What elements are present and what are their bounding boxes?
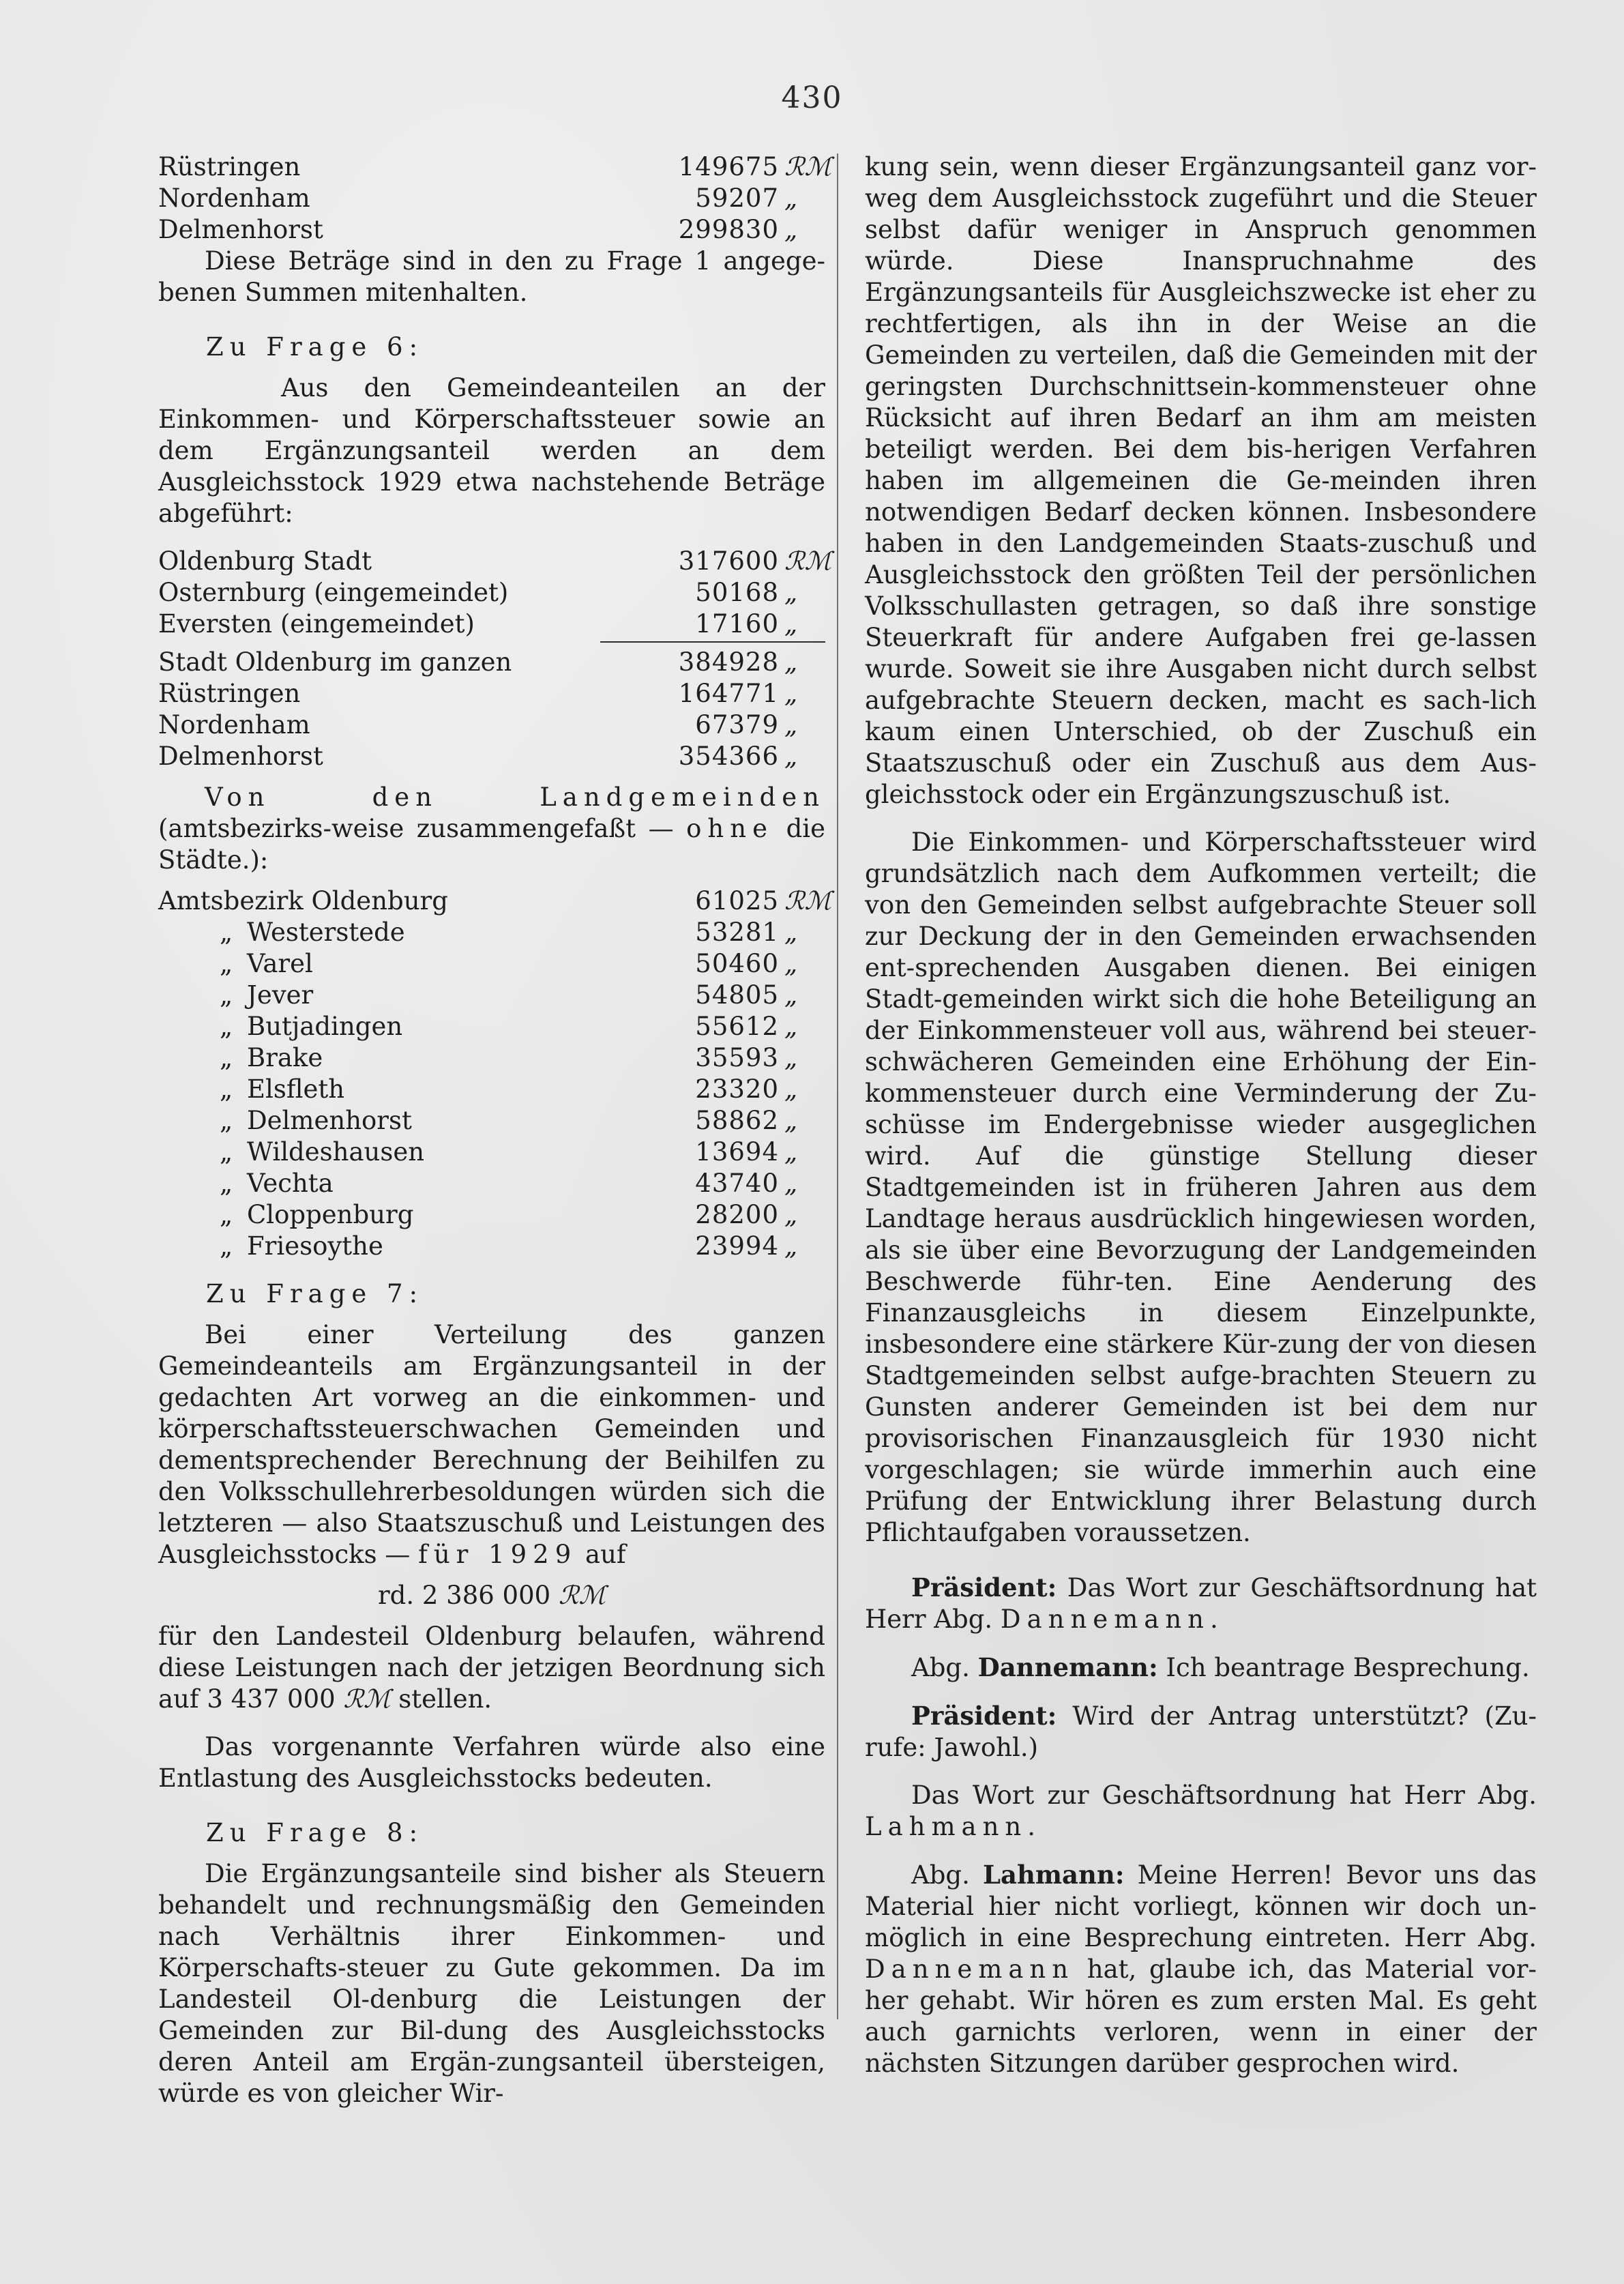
speech-tail: hat, glaube ich, das Material vor-her gehabt. Wir hören es zum ersten Mal. Es geht auch garnichts verloren, wenn in einer der nächsten Sitzungen darüber gesprochen wird. <box>865 1954 1537 2078</box>
row-label: Rüstringen <box>158 152 301 181</box>
ditto-mark: „ <box>220 1043 233 1072</box>
speech-president-1 <box>865 1572 1537 1635</box>
right-column <box>865 151 1537 2079</box>
frage8-para1: Die Ergänzungsanteile sind bisher als Steuern behandelt und rechnungsmäßig den Gemeinden nach Verhältnis ihrer Einkommen- und Körperschafts-steuer zu Gute gekommen. Da im Landesteil Ol-denburg die Leistungen der Gemeinden zur Bil-dung des Ausgleichsstocks deren Anteil am Ergän-zungsanteil übersteigen, würde es von gleicher Wir- <box>158 1859 825 2108</box>
speech-text: Meine Herren! Bevor uns das Material hier nicht vorliegt, können wir doch un-möglich in eine Besprechung eintreten. Herr Abg. <box>865 1860 1537 1952</box>
frage7-para2 <box>158 1621 825 1715</box>
row-label: Varel <box>247 949 313 978</box>
landgemeinden-spaced: Von den Landgemeinden <box>205 782 825 812</box>
row-label: Amtsbezirk Oldenburg <box>158 886 448 916</box>
row-value: 50460 <box>695 949 779 978</box>
amtsbezirke-table <box>158 885 832 1262</box>
table-row <box>158 885 832 917</box>
row-label: Nordenham <box>158 184 310 213</box>
landgemeinden-end: die Städte.): <box>158 814 825 875</box>
table-row <box>158 214 825 246</box>
row-value: 23994 <box>695 1231 779 1261</box>
row-value: 28200 <box>695 1200 779 1229</box>
table-row <box>158 647 825 678</box>
page-number: 430 <box>781 80 843 115</box>
right-para1: kung sein, wenn dieser Ergänzungsanteil ganz vor-weg dem Ausgleichsstock zugeführt und die Steuer selbst dafür weniger in Anspruch genommen würde. Diese Inanspruchnahme des Ergänzungsanteils für Ausgleichszwecke ist eher zu rechtfertigen, als ihn in der Weise an die Gemeinden zu verteilen, daß die Gemeinden mit der geringsten Durchschnittsein-kommensteuer ohne Rücksicht auf ihren Bedarf an ihm am meisten beteiligt werden. Bei dem bis-herigen Verfahren haben im allgemeinen die Ge-meinden ihren notwendigen Bedarf decken können. Insbesondere haben in den Landgemeinden Staats-zuschuß und Ausgleichsstock den größten Teil der persönlichen Volksschullasten getragen, so daß ihre sonstige Steuerkraft für andere Aufgaben frei ge-lassen wurde. Soweit sie ihre Ausgaben nicht durch selbst aufgebrachte Steuern decken, macht es sach-lich kaum einen Unterschied, ob der Zuschuß ein Staatszuschuß oder ein Zuschuß aus dem Aus-gleichsstock oder ein Ergänzungszuschuß ist. <box>865 152 1537 809</box>
ditto-mark: „ <box>220 1169 233 1198</box>
sum-line <box>600 641 825 643</box>
row-unit: „ <box>784 1012 798 1041</box>
row-unit: „ <box>784 1074 798 1104</box>
speech-president-2 <box>865 1700 1537 1763</box>
row-label: Cloppenburg <box>247 1200 414 1229</box>
amount-value: rd. 2 386 000 <box>377 1581 551 1610</box>
spaced-name: Dannemann <box>865 1954 1075 1984</box>
speech-text: Das Wort zur Geschäftsordnung hat Herr Abg. <box>911 1781 1537 1810</box>
table-row <box>158 577 825 609</box>
table-row <box>158 948 825 980</box>
row-unit: ℛℳ <box>784 886 832 916</box>
note-paragraph: Diese Beträge sind in den zu Frage 1 angege-benen Summen mitenhalten. <box>158 246 825 307</box>
landgemeinden-ohne: ohne <box>686 814 773 843</box>
section-heading-frage-7: Zu Frage 7: <box>206 1279 424 1308</box>
row-value: 58862 <box>695 1106 779 1135</box>
speech-text: Wird der Antrag unterstützt? (Zu-rufe: Jawohl.) <box>865 1701 1537 1762</box>
row-label: Butjadingen <box>247 1012 403 1041</box>
speech-tail: . <box>1210 1605 1218 1634</box>
row-label: Delmenhorst <box>158 215 323 244</box>
speech-lahmann <box>865 1859 1537 2079</box>
row-label: Westerstede <box>247 918 405 947</box>
amount-unit: ℛℳ <box>558 1581 606 1610</box>
row-label: Stadt Oldenburg im ganzen <box>158 647 512 677</box>
section-heading-frage-8: Zu Frage 8: <box>206 1818 424 1847</box>
row-unit: „ <box>784 980 798 1010</box>
row-label: Elsfleth <box>247 1074 345 1104</box>
table-row <box>158 609 825 640</box>
section-heading-frage-6: Zu Frage 6: <box>206 332 424 362</box>
row-value: 384928 <box>678 647 779 677</box>
row-value: 59207 <box>695 184 779 213</box>
row-label: Eversten (eingemeindet) <box>158 609 475 639</box>
spaced-name: Dannemann <box>1000 1605 1211 1634</box>
frage6-intro: Aus den Gemeindeanteilen an der Einkommen- und Körperschaftssteuer sowie an dem Ergänzungsanteil werden an dem Ausgleichsstock 1929 etwa nachstehende Beträge abgeführt: <box>158 373 825 528</box>
row-value: 23320 <box>695 1074 779 1104</box>
row-value: 54805 <box>695 980 779 1010</box>
row-unit: ℛℳ <box>784 152 832 181</box>
speaker-name: Präsident: <box>911 1572 1057 1602</box>
row-unit: „ <box>784 949 798 978</box>
table-row <box>158 1105 825 1137</box>
row-label: Oldenburg Stadt <box>158 546 372 576</box>
row-value: 299830 <box>678 215 779 244</box>
row-unit: „ <box>784 918 798 947</box>
landgemeinden-rest: (amtsbezirks-weise zusammengefaßt — <box>158 814 687 843</box>
row-value: 149675 <box>678 152 779 181</box>
row-label: Brake <box>247 1043 323 1072</box>
row-unit: „ <box>784 647 798 677</box>
row-value: 13694 <box>695 1137 779 1167</box>
row-label: Wildeshausen <box>247 1137 425 1167</box>
table-row <box>158 1199 825 1231</box>
row-unit: „ <box>784 1043 798 1072</box>
frage7-para2-end: stellen. <box>398 1684 492 1714</box>
table-row <box>158 678 825 709</box>
row-value: 317600 <box>678 546 779 576</box>
frage7-amount <box>158 1580 825 1611</box>
speech-word-lahmann <box>865 1780 1537 1843</box>
row-label: Osternburg (eingemeindet) <box>158 578 509 607</box>
row-unit: „ <box>784 1106 798 1135</box>
row-value: 354366 <box>678 742 779 771</box>
row-label: Nordenham <box>158 710 310 740</box>
table-row <box>158 1168 825 1199</box>
ditto-mark: „ <box>220 1231 233 1261</box>
left-column <box>158 151 832 2109</box>
row-unit: ℛℳ <box>784 546 832 576</box>
row-unit: „ <box>784 1137 798 1167</box>
row-label: Friesoythe <box>247 1231 383 1261</box>
ditto-mark: „ <box>220 1137 233 1167</box>
speaker-name: Präsident: <box>911 1701 1057 1731</box>
table-row <box>158 1231 825 1262</box>
spaced-name: Lahmann <box>865 1812 1028 1841</box>
frage7-para2-text: für den Landesteil Oldenburg belaufen, während diese Leistungen nach der jetzigen Beordnung sich auf 3 437 000 <box>158 1622 825 1714</box>
row-value: 67379 <box>695 710 779 740</box>
row-label: Rüstringen <box>158 679 301 708</box>
right-para2: Die Einkommen- und Körperschaftssteuer wird grundsätzlich nach dem Aufkommen verteilt; die von den Gemeinden selbst aufgebrachte Steuer soll zur Deckung der in den Gemeinden erwachsenden ent-sprechenden Ausgaben dienen. Bei einigen Stadt-gemeinden wirkt sich die hohe Beteiligung an der Einkommensteuer voll aus, während bei steuer-schwächeren Gemeinden eine Erhöhung der Ein-kommensteuer durch eine Verminderung der Zu-schüsse im Endergebnisse wieder ausgeglichen wird. Auf die günstige Stellung dieser Stadtgemeinden ist in früheren Jahren aus dem Landtage heraus ausdrücklich hingewiesen worden, als sie über eine Bevorzugung der Landgemeinden Beschwerde führ-ten. Eine Aenderung des Finanzausgleichs in diesem Einzelpunkte, insbesondere eine stärkere Kür-zung der von diesen Stadtgemeinden selbst aufge-brachten Steuern zu Gunsten anderer Gemeinden ist bei dem nur provisorischen Finanzausgleich für 1930 nicht vorgeschlagen; sie würde immerhin auch eine Prüfung der Entwicklung ihrer Belastung durch Pflichtaufgaben voraussetzen. <box>865 828 1537 1547</box>
ditto-mark: „ <box>220 1012 233 1041</box>
table-row <box>158 1137 825 1168</box>
row-unit: „ <box>784 609 798 639</box>
speech-dannemann <box>865 1652 1537 1684</box>
speech-text: Das Wort zur Geschäftsordnung hat Herr Abg. <box>865 1573 1537 1634</box>
landgemeinden-intro <box>158 782 825 876</box>
row-value: 35593 <box>695 1043 779 1072</box>
table-row <box>158 183 825 214</box>
table-row <box>158 917 825 948</box>
row-unit: „ <box>784 184 798 213</box>
speech-tail: . <box>1027 1812 1036 1841</box>
column-divider <box>837 153 838 2019</box>
row-label: Delmenhorst <box>158 742 323 771</box>
frage7-para1-spaced: für 1929 <box>418 1540 578 1569</box>
row-value: 55612 <box>695 1012 779 1041</box>
row-label: Jever <box>247 980 314 1010</box>
row-value: 53281 <box>695 918 779 947</box>
row-value: 17160 <box>695 609 779 639</box>
table-top <box>158 151 832 246</box>
speech-prefix: Abg. <box>911 1653 978 1682</box>
ditto-mark: „ <box>220 1200 233 1229</box>
frage7-para2-unit: ℛℳ <box>343 1684 391 1714</box>
table-row <box>158 980 825 1011</box>
row-unit: „ <box>784 679 798 708</box>
table-row <box>158 1011 825 1042</box>
frage7-para3: Das vorgenannte Verfahren würde also eine Entlastung des Ausgleichsstocks bedeuten. <box>158 1732 825 1793</box>
row-value: 43740 <box>695 1169 779 1198</box>
ditto-mark: „ <box>220 1106 233 1135</box>
row-unit: „ <box>784 578 798 607</box>
ditto-mark: „ <box>220 918 233 947</box>
table-row <box>158 1042 825 1074</box>
row-unit: „ <box>784 742 798 771</box>
row-unit: „ <box>784 215 798 244</box>
ditto-mark: „ <box>220 1074 233 1104</box>
row-unit: „ <box>784 1200 798 1229</box>
row-value: 50168 <box>695 578 779 607</box>
table-row <box>158 741 825 772</box>
row-label: Vechta <box>247 1169 334 1198</box>
row-unit: „ <box>784 1231 798 1261</box>
row-value: 164771 <box>678 679 779 708</box>
speaker-name: Dannemann: <box>977 1652 1158 1682</box>
speaker-name: Lahmann: <box>983 1860 1125 1890</box>
frage7-para1-text: Bei einer Verteilung des ganzen Gemeindeanteils am Ergänzungsanteil in der gedachten Art vorweg an die einkommen- und körperschaftssteuerschwachen Gemeinden und dementsprechender Berechnung der Beihilfen zu den Volksschullehrerbesoldungen würden sich die letzteren — also Staatszuschuß und Leistungen des Ausgleichsstocks — <box>158 1320 825 1569</box>
frage7-para1 <box>158 1319 825 1570</box>
row-label: Delmenhorst <box>247 1106 412 1135</box>
row-value: 61025 <box>695 886 779 916</box>
speech-prefix: Abg. <box>911 1860 983 1890</box>
table-row <box>158 546 832 577</box>
table-row <box>158 1074 825 1105</box>
sum-rule <box>158 640 825 647</box>
frage7-para1-end: auf <box>585 1540 626 1569</box>
ditto-mark: „ <box>220 949 233 978</box>
table-row <box>158 709 825 741</box>
ditto-mark: „ <box>220 980 233 1010</box>
frage6-table <box>158 546 832 772</box>
speech-text: Ich beantrage Besprechung. <box>1157 1653 1530 1682</box>
table-row <box>158 151 832 183</box>
row-unit: „ <box>784 710 798 740</box>
row-unit: „ <box>784 1169 798 1198</box>
